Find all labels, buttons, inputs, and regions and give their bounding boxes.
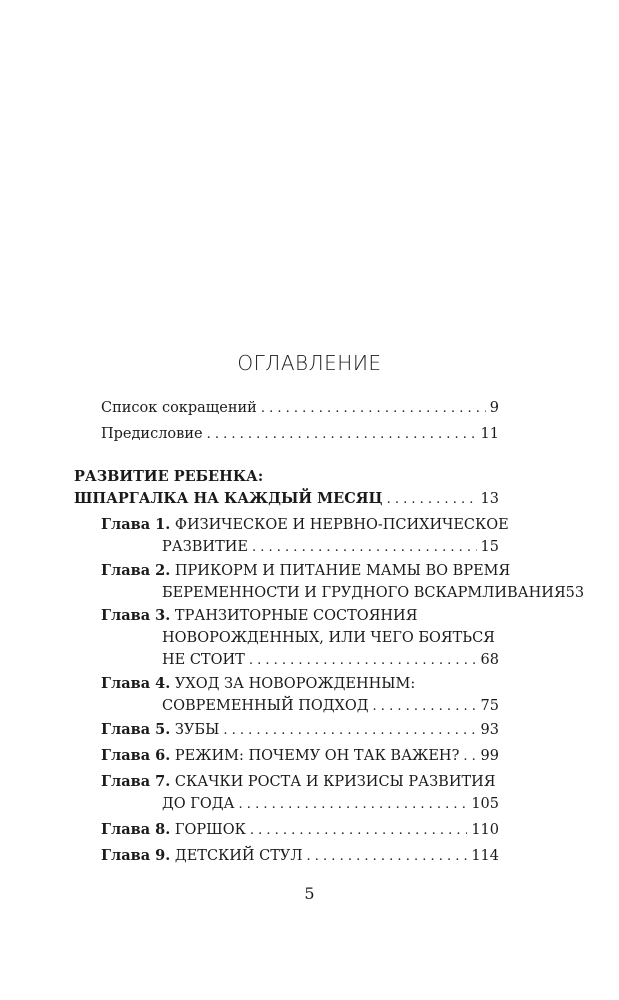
leader-dots	[250, 820, 468, 842]
toc-chapter-2[interactable]	[101, 560, 510, 582]
toc-entry-abbreviations[interactable]	[101, 397, 499, 419]
leader-dots	[223, 720, 476, 742]
section-heading-line1: РАЗВИТИЕ РЕБЕНКА:	[74, 468, 264, 485]
toc-chapter-2-end[interactable]	[162, 582, 585, 604]
section-heading-entry[interactable]	[74, 488, 499, 510]
toc-chapter-3-end[interactable]	[162, 649, 499, 671]
chapter-title-line: ГОРШОК	[174, 822, 246, 838]
toc-chapter-1[interactable]	[101, 514, 509, 536]
toc-entry-page: 15	[480, 539, 499, 555]
chapter-title-line: НЕ СТОИТ	[162, 652, 245, 668]
chapter-title-line: СОВРЕМЕННЫЙ ПОДХОД	[162, 698, 369, 714]
chapter-title-line: УХОД ЗА НОВОРОЖДЕННЫМ:	[174, 676, 416, 692]
section-heading-line2: ШПАРГАЛКА НА КАЖДЫЙ МЕСЯЦ	[74, 490, 383, 507]
toc-entry-page: 99	[480, 748, 499, 764]
chapter-number: Глава 5.	[101, 721, 171, 738]
toc-entry-page: 75	[480, 698, 499, 714]
chapter-title-line: РЕЖИМ: ПОЧЕМУ ОН ТАК ВАЖЕН?	[174, 748, 460, 764]
toc-entry-page: 11	[480, 426, 499, 442]
toc-chapter-5[interactable]	[101, 719, 499, 741]
toc-chapter-3[interactable]	[101, 605, 417, 627]
toc-entry-label: Предисловие	[101, 426, 203, 442]
toc-entry-label: Список сокращений	[101, 400, 257, 416]
leader-dots	[387, 489, 477, 511]
toc-entry-page: 53	[565, 585, 585, 601]
toc-chapter-4[interactable]	[101, 673, 415, 695]
toc-entry-page: 9	[489, 400, 499, 416]
toc-entry-page: 105	[471, 796, 499, 812]
chapter-title-line: ПРИКОРМ И ПИТАНИЕ МАМЫ ВО ВРЕМЯ	[174, 563, 511, 579]
chapter-number: Глава 1.	[101, 516, 171, 533]
page-number: 5	[304, 884, 315, 903]
toc-chapter-9[interactable]	[101, 845, 499, 867]
chapter-title-line: БЕРЕМЕННОСТИ И ГРУДНОГО ВСКАРМЛИВАНИЯ	[162, 585, 566, 601]
leader-dots	[249, 650, 477, 672]
chapter-title-line: РАЗВИТИЕ	[162, 539, 248, 555]
chapter-number: Глава 6.	[101, 747, 171, 764]
leader-dots	[252, 537, 477, 559]
chapter-title-line: СКАЧКИ РОСТА И КРИЗИСЫ РАЗВИТИЯ	[174, 774, 496, 790]
leader-dots	[307, 846, 468, 868]
chapter-title-line: ЗУБЫ	[174, 722, 220, 738]
chapter-title-line: ФИЗИЧЕСКОЕ И НЕРВНО-ПСИХИЧЕСКОЕ	[174, 517, 509, 533]
chapter-title-line: НОВОРОЖДЕННЫХ, ИЛИ ЧЕГО БОЯТЬСЯ	[162, 630, 495, 646]
leader-dots	[207, 424, 477, 446]
toc-title: ОГЛАВЛЕНИЕ	[237, 351, 382, 375]
chapter-number: Глава 8.	[101, 821, 171, 838]
chapter-title-line: ДО ГОДА	[162, 796, 235, 812]
toc-chapter-6[interactable]	[101, 745, 499, 767]
chapter-number: Глава 9.	[101, 847, 171, 864]
leader-dots	[373, 696, 477, 718]
chapter-number: Глава 7.	[101, 773, 171, 790]
toc-entry-page: 110	[471, 822, 499, 838]
chapter-title-line: ТРАНЗИТОРНЫЕ СОСТОЯНИЯ	[174, 608, 418, 624]
toc-chapter-7[interactable]	[101, 771, 496, 793]
toc-entry-page: 13	[480, 491, 499, 507]
toc-chapter-8[interactable]	[101, 819, 499, 841]
chapter-number: Глава 2.	[101, 562, 171, 579]
toc-entry-preface[interactable]	[101, 423, 499, 445]
toc-chapter-7-end[interactable]	[162, 793, 499, 815]
toc-chapter-4-end[interactable]	[162, 695, 499, 717]
chapter-number: Глава 4.	[101, 675, 171, 692]
toc-entry-page: 68	[480, 652, 499, 668]
leader-dots	[261, 398, 486, 420]
toc-entry-page: 114	[471, 848, 499, 864]
chapter-number: Глава 3.	[101, 607, 171, 624]
toc-chapter-1-end[interactable]	[162, 536, 499, 558]
leader-dots	[239, 794, 468, 816]
leader-dots	[463, 746, 476, 768]
chapter-title-line: ДЕТСКИЙ СТУЛ	[174, 848, 303, 864]
toc-entry-page: 93	[480, 722, 499, 738]
